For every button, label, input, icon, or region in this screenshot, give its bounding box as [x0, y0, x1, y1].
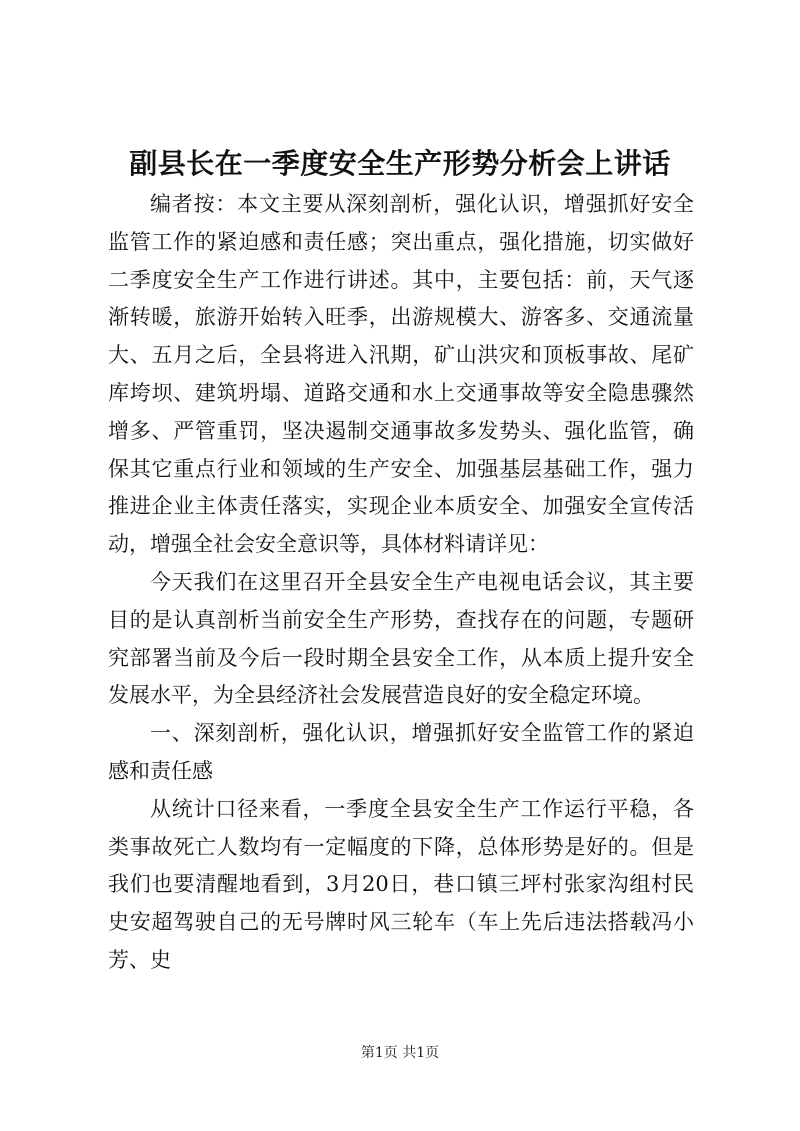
opening-paragraph: 今天我们在这里召开全县安全生产电视电话会议，其主要目的是认真剖析当前安全生产形势，查找存在的问题，专题研究部署当前及今后一段时期全县安全工作，从本质上提升安全发展水平，为全县经济社会发展营造良好的安全稳定环境。 — [108, 569, 694, 708]
document-body — [108, 186, 694, 980]
section-heading-1: 一、深刻剖析，强化认识，增强抓好安全监管工作的紧迫感和责任感 — [108, 721, 694, 783]
editor-note-paragraph: 编者按：本文主要从深刻剖析，强化认识，增强抓好安全监管工作的紧迫感和责任感；突出重点，强化措施，切实做好二季度安全生产工作进行讲述。其中，主要包括：前，天气逐渐转暖，旅游开始转入旺季，出游规模大、游客多、交通流量大、五月之后，全县将进入汛期，矿山洪灾和顶板事故、尾矿库垮坝、建筑坍塌、道路交通和水上交通事故等安全隐患骤然增多、严管重罚，坚决遏制交通事故多发势头、强化监管，确保其它重点行业和领域的生产安全、加强基层基础工作，强力推进企业主体责任落实，实现企业本质安全、加强安全宣传活动，增强全社会安全意识等，具体材料请详见： — [108, 192, 694, 557]
page-footer: 第1页 共1页 — [360, 1045, 440, 1061]
document-title: 副县长在一季度安全生产形势分析会上讲话 — [129, 147, 671, 180]
statistics-paragraph: 从统计口径来看，一季度全县安全生产工作运行平稳，各类事故死亡人数均有一定幅度的下降，总体形势是好的。但是我们也要清醒地看到，3月20日，巷口镇三坪村张家沟组村民史安超驾驶自己的无号牌时风三轮车（车上先后违法搭载冯小芳、史 — [108, 796, 694, 972]
